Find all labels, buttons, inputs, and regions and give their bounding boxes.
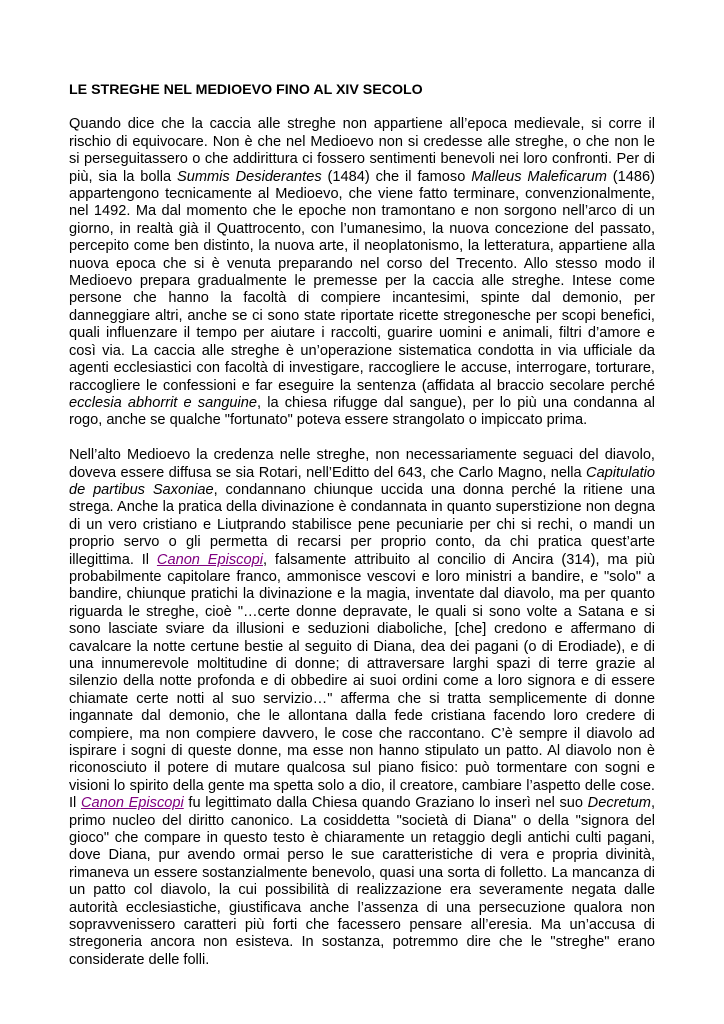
italic-text: ecclesia abhorrit e sanguine bbox=[69, 394, 258, 411]
text-run: , primo nucleo del diritto canonico. La cosiddetta "società di Diana" o della "signora del gioco" che compare in questo testo è chiaramente un retaggio degli antichi culti pagani, dove Diana, pur avendo ormai perso le sue caratteristiche di vera e propria divinità, rimaneva un essere sostanzialmente benevolo, quasi una sorta di folletto. La mancanza di un patto col diavolo, la cui possibilità di realizzazione era severamente negata dalle autorità ecclesiastiche, giustificava anche l’assenza di una persecuzione qualora non sopravvenissero caratteri più forti che facessero pensare all’eresia. Ma un’accusa di stregoneria ancora non esisteva. In sostanza, potremmo dire che le "streghe" erano considerate delle folli. bbox=[69, 795, 655, 968]
document-page bbox=[69, 82, 655, 987]
document-title: LE STREGHE NEL MEDIOEVO FINO AL XIV SECOLO bbox=[69, 82, 423, 98]
canon-episcopi-link[interactable]: Canon Episcopi bbox=[156, 551, 263, 568]
text-run: (1486) appartengono tecnicamente al Medioevo, che viene fatto terminare, convenzionalmente, nel 1492. Ma dal momento che le epoche non tramontano e non sorgono nell’arco di un giorno, in realtà già il Quattrocento, con l’umanesimo, la nuova concezione del passato, percepito come ben distinto, la nuova arte, il neoplatonismo, la letteratura, appartiene alla nuova epoca che si è venuta preparando nel corso del Trecento. Allo stesso modo il Medioevo prepara gradualmente le premesse per la caccia alle streghe. Intese come persone che hanno la facoltà di compiere incantesimi, spinte dal demonio, per danneggiare altri, anche se ci sono state riportate ricette stregonesche per scopi benefici, quali influenzare il tempo per aiutare i raccolti, guarire uomini e animali, filtri d’amore e così via. La caccia alle streghe è un’operazione sistematica condotta in via ufficiale da agenti ecclesiastici con facoltà di investigare, raccogliere le accuse, interrogare, torturare, raccogliere le confessioni e far eseguire la sentenza (affidata al braccio secolare perché bbox=[69, 168, 655, 394]
text-run: fu legittimato dalla Chiesa quando Graziano lo inserì nel suo bbox=[183, 795, 588, 812]
text-run: Quando dice che la caccia alle streghe non appartiene all’epoca medievale, si corre il rischio di equivocare. Non è che nel Medioevo non si credesse alle streghe, o che non le si perseguitassero o che addirittura ci fossero sentimenti benevoli nei loro confronti. Per di più, sia la bolla bbox=[69, 116, 655, 185]
italic-text: Summis Desiderantes bbox=[177, 168, 322, 185]
text-run: (1484) che il famoso bbox=[321, 168, 472, 185]
text-run: , la chiesa rifugge dal sangue), per lo più una condanna al rogo, anche se qualche "fortunato" poteva essere strangolato o impiccato prima. bbox=[69, 394, 655, 429]
text-run: Nell’alto Medioevo la credenza nelle streghe, non necessariamente seguaci del diavolo, doveva essere diffusa se sia Rotari, nell’Editto del 643, che Carlo Magno, nella bbox=[69, 447, 655, 481]
document-body bbox=[69, 116, 655, 969]
italic-text: Capitulatio de partibus Saxoniae bbox=[69, 464, 655, 498]
paragraph bbox=[69, 447, 655, 969]
italic-text: Decretum bbox=[587, 795, 651, 812]
text-run: , falsamente attribuito al concilio di Ancira (314), ma più probabilmente capitolare franco, ammonisce vescovi e loro ministri a bandire, e "solo" a bandire, chiunque pratichi la divinazione e la magia, inventate dal diavolo, ma per quanto riguarda le streghe, cioè "…certe donne depravate, le quali si sono volte a Satana e si sono lasciate sviare da illusioni e seduzioni diaboliche, [che] credono e affermano di cavalcare la notte certune bestie al seguito di Diana, dea dei pagani (o di Erodiade), e di una innumerevole moltitudine di donne; di attraversare larghi spazi di terre grazie al silenzio della notte profonda e di obbedire ai suoi ordini come a loro signora e di essere chiamate certe notti al suo servizio…" afferma che si tratta semplicemente di donne ingannate dal demonio, che le allontana dalla fede cristiana facendo loro credere di compiere, ma non compiere davvero, le cose che raccontano. C’è sempre il diavolo ad ispirare i sogni di queste donne, ma esse non hanno stipulato un patto. Al diavolo non è riconosciuto il potere di mutare qualcosa sul piano fisico: può tormentare con sogni e visioni lo spirito della gente ma spetta solo a dio, il creatore, cambiare l’aspetto delle cose. Il bbox=[69, 551, 655, 812]
italic-text: Malleus Maleficarum bbox=[471, 168, 607, 185]
text-run: , condannano chiunque uccida una donna perché la ritiene una strega. Anche la pratica della divinazione è condannata in quanto superstizione non degna di un vero cristiano e Liutprando stabilisce pene pecuniarie per chi si rechi, o mandi un proprio servo o gli permetta di recarsi per proprio conto, da chi pratica quest’arte illegittima. Il bbox=[69, 481, 655, 568]
paragraph bbox=[69, 116, 655, 429]
canon-episcopi-link[interactable]: Canon Episcopi bbox=[80, 795, 184, 812]
